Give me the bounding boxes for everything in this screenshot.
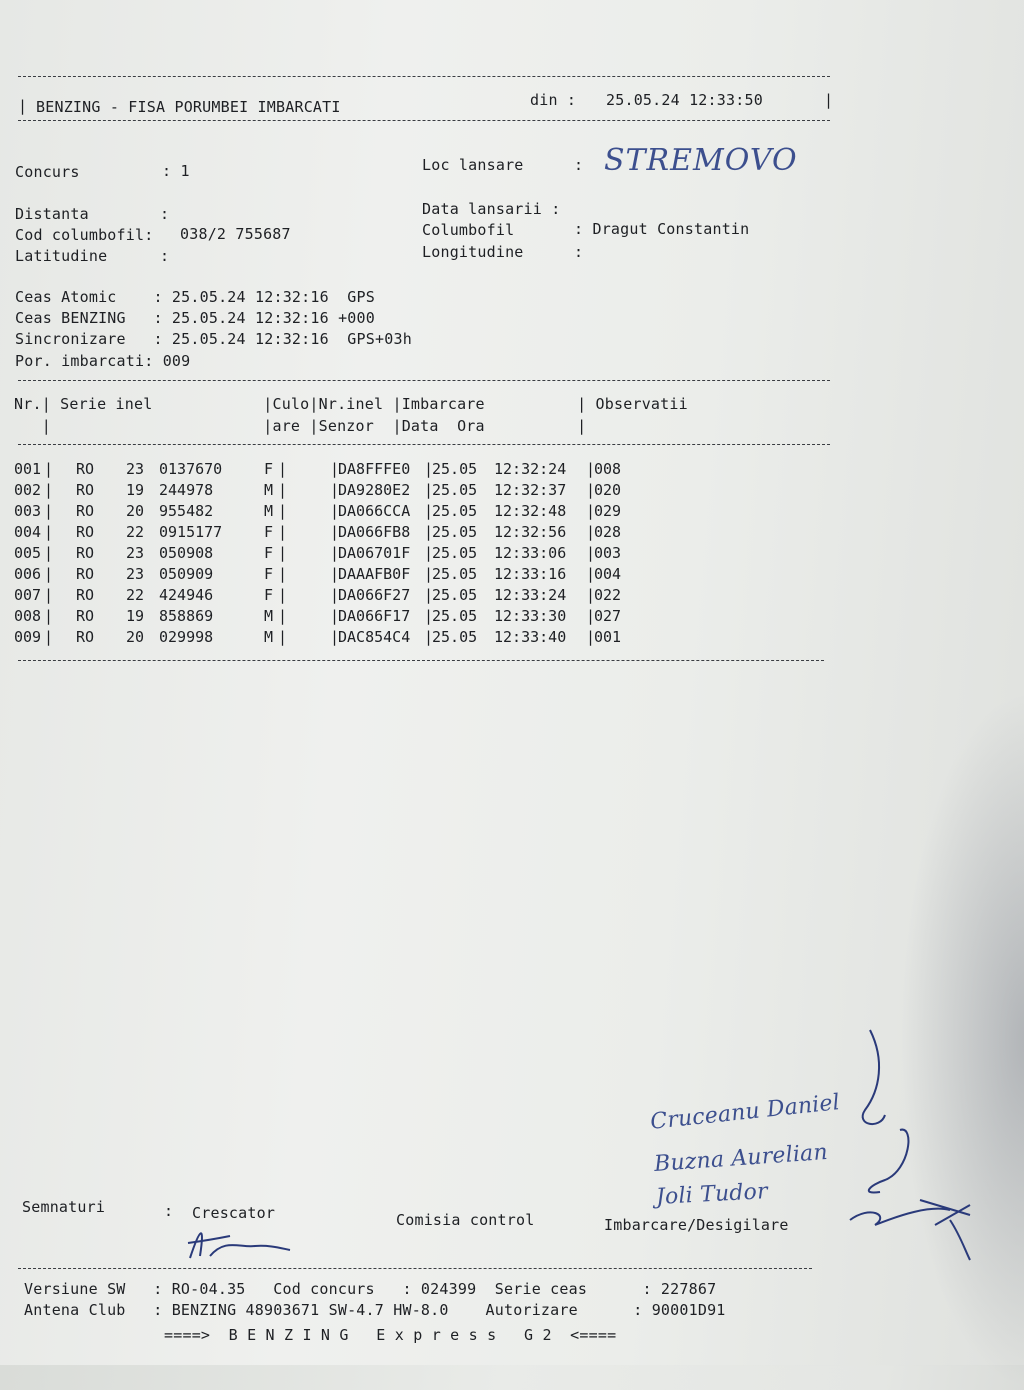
cell-separator: | bbox=[44, 565, 54, 583]
cell-country: RO bbox=[76, 628, 95, 646]
cell-separator: | bbox=[424, 586, 434, 604]
distanta-value: : bbox=[160, 205, 170, 223]
cell-time: 12:33:30 bbox=[494, 607, 567, 625]
cell-separator: | bbox=[586, 586, 596, 604]
cell-separator: | bbox=[586, 502, 596, 520]
cell-separator: | bbox=[424, 628, 434, 646]
cell-ring: 050908 bbox=[159, 544, 214, 562]
cell-date: 25.05 bbox=[432, 460, 478, 478]
date-label: din : bbox=[530, 91, 577, 109]
cell-obs: 027 bbox=[594, 607, 622, 625]
cell-separator: | bbox=[586, 628, 596, 646]
cell-sensor: DA9280E2 bbox=[338, 481, 411, 499]
cell-ring: 244978 bbox=[159, 481, 214, 499]
cell-country: RO bbox=[76, 607, 95, 625]
cell-separator: | bbox=[424, 502, 434, 520]
cell-country: RO bbox=[76, 544, 95, 562]
cell-date: 25.05 bbox=[432, 607, 478, 625]
columbofil-label: Columbofil bbox=[422, 221, 515, 239]
cell-year: 19 bbox=[126, 607, 145, 625]
cell-separator: | bbox=[278, 523, 288, 541]
cell-separator: | bbox=[44, 544, 54, 562]
cell-nr: 006 bbox=[14, 565, 42, 583]
cell-separator: | bbox=[278, 460, 288, 478]
cell-separator: | bbox=[424, 607, 434, 625]
cell-separator: | bbox=[424, 481, 434, 499]
divider-header bbox=[18, 120, 830, 121]
cell-separator: | bbox=[330, 586, 340, 604]
cell-date: 25.05 bbox=[432, 523, 478, 541]
cell-separator: | bbox=[278, 544, 288, 562]
cell-ring: 0915177 bbox=[159, 523, 223, 541]
benzing-express-banner: ====> B E N Z I N G E x p r e s s G 2 <==== bbox=[164, 1326, 617, 1344]
handwritten-name-3: Joli Tudor bbox=[655, 1179, 769, 1210]
columbofil-value: : Dragut Constantin bbox=[574, 220, 750, 238]
semnaturi-colon: : bbox=[164, 1202, 174, 1220]
cell-separator: | bbox=[278, 607, 288, 625]
cell-country: RO bbox=[76, 523, 95, 541]
cell-obs: 008 bbox=[594, 460, 622, 478]
cell-nr: 008 bbox=[14, 607, 42, 625]
longitudine-value: : bbox=[574, 243, 584, 261]
cell-separator: | bbox=[44, 460, 54, 478]
cell-obs: 029 bbox=[594, 502, 622, 520]
cell-obs: 022 bbox=[594, 586, 622, 604]
cell-time: 12:32:56 bbox=[494, 523, 567, 541]
cell-year: 23 bbox=[126, 544, 145, 562]
cell-sensor: DAAAFB0F bbox=[338, 565, 411, 583]
cell-sex: F bbox=[264, 586, 274, 604]
versiune-line: Versiune SW : RO-04.35 Cod concurs : 024399 Serie ceas : 227867 bbox=[24, 1280, 717, 1298]
cell-separator: | bbox=[586, 523, 596, 541]
cell-date: 25.05 bbox=[432, 502, 478, 520]
cell-year: 19 bbox=[126, 481, 145, 499]
cell-date: 25.05 bbox=[432, 628, 478, 646]
cell-separator: | bbox=[330, 607, 340, 625]
latitudine-label: Latitudine bbox=[15, 247, 108, 265]
cell-separator: | bbox=[44, 502, 54, 520]
semnaturi-label: Semnaturi bbox=[22, 1198, 106, 1216]
cell-obs: 004 bbox=[594, 565, 622, 583]
table-header-line2: | |are |Senzor |Data Ora | bbox=[14, 417, 587, 435]
antena-club-line: Antena Club : BENZING 48903671 SW-4.7 HW-8.0 Autorizare : 90001D91 bbox=[24, 1301, 726, 1319]
cell-time: 12:32:37 bbox=[494, 481, 567, 499]
cell-separator: | bbox=[586, 481, 596, 499]
crescator-signature bbox=[180, 1218, 300, 1268]
porumbei-imbarcati: Por. imbarcati: 009 bbox=[15, 352, 191, 370]
header-bar-left: | bbox=[18, 97, 28, 115]
handwritten-name-1: Cruceanu Daniel bbox=[649, 1090, 842, 1135]
cell-sex: M bbox=[264, 607, 274, 625]
cell-date: 25.05 bbox=[432, 481, 478, 499]
cell-sex: M bbox=[264, 502, 274, 520]
cell-sex: M bbox=[264, 628, 274, 646]
cell-sensor: DA066FB8 bbox=[338, 523, 411, 541]
ceas-atomic: Ceas Atomic : 25.05.24 12:32:16 GPS bbox=[15, 288, 375, 306]
cell-separator: | bbox=[278, 502, 288, 520]
cell-time: 12:33:16 bbox=[494, 565, 567, 583]
cell-nr: 007 bbox=[14, 586, 42, 604]
loc-lansare-handwritten: STREMOVO bbox=[604, 143, 798, 178]
cell-sensor: DA066CCA bbox=[338, 502, 411, 520]
cell-separator: | bbox=[586, 565, 596, 583]
distanta-label: Distanta bbox=[15, 205, 89, 223]
cod-columbofil-value: 038/2 755687 bbox=[180, 225, 291, 243]
latitudine-value: : bbox=[160, 247, 170, 265]
longitudine-label: Longitudine bbox=[422, 243, 524, 261]
cell-ring: 029998 bbox=[159, 628, 214, 646]
cell-ring: 955482 bbox=[159, 502, 214, 520]
sincronizare: Sincronizare : 25.05.24 12:32:16 GPS+03h bbox=[15, 330, 412, 348]
header-bar-right: | bbox=[824, 91, 834, 109]
cell-separator: | bbox=[44, 523, 54, 541]
cell-sex: F bbox=[264, 544, 274, 562]
cell-year: 23 bbox=[126, 565, 145, 583]
cell-separator: | bbox=[424, 523, 434, 541]
cell-sensor: DA066F17 bbox=[338, 607, 411, 625]
cell-nr: 002 bbox=[14, 481, 42, 499]
imbarcare-desigilare-label: Imbarcare/Desigilare bbox=[604, 1216, 789, 1234]
table-header-line1: Nr.| Serie inel |Culo|Nr.inel |Imbarcare | Observatii bbox=[14, 395, 688, 413]
cell-ring: 0137670 bbox=[159, 460, 223, 478]
cell-sex: M bbox=[264, 481, 274, 499]
cell-separator: | bbox=[330, 628, 340, 646]
cell-sensor: DA8FFFE0 bbox=[338, 460, 411, 478]
cell-year: 23 bbox=[126, 460, 145, 478]
cell-date: 25.05 bbox=[432, 586, 478, 604]
cell-country: RO bbox=[76, 502, 95, 520]
cell-country: RO bbox=[76, 460, 95, 478]
handwritten-name-2: Buzna Aurelian bbox=[653, 1139, 829, 1178]
ceas-benzing: Ceas BENZING : 25.05.24 12:32:16 +000 bbox=[15, 309, 375, 327]
cell-separator: | bbox=[586, 460, 596, 478]
cell-time: 12:33:40 bbox=[494, 628, 567, 646]
cell-separator: | bbox=[44, 607, 54, 625]
cell-separator: | bbox=[44, 628, 54, 646]
cell-separator: | bbox=[586, 544, 596, 562]
concurs-value: : 1 bbox=[162, 162, 190, 180]
cell-year: 22 bbox=[126, 523, 145, 541]
cell-separator: | bbox=[424, 565, 434, 583]
cell-ring: 424946 bbox=[159, 586, 214, 604]
cell-obs: 001 bbox=[594, 628, 622, 646]
cell-separator: | bbox=[330, 544, 340, 562]
cell-separator: | bbox=[330, 502, 340, 520]
cell-time: 12:33:24 bbox=[494, 586, 567, 604]
cell-date: 25.05 bbox=[432, 544, 478, 562]
loc-lansare-label: Loc lansare bbox=[422, 156, 524, 174]
loc-lansare-colon: : bbox=[574, 156, 584, 174]
page-title: BENZING - FISA PORUMBEI IMBARCATI bbox=[36, 98, 341, 116]
cell-sensor: DAC854C4 bbox=[338, 628, 411, 646]
cod-columbofil-label: Cod columbofil: bbox=[15, 226, 154, 244]
cell-nr: 004 bbox=[14, 523, 42, 541]
cell-time: 12:32:48 bbox=[494, 502, 567, 520]
cell-ring: 050909 bbox=[159, 565, 214, 583]
cell-sex: F bbox=[264, 460, 274, 478]
cell-sensor: DA066F27 bbox=[338, 586, 411, 604]
cell-separator: | bbox=[330, 523, 340, 541]
cell-sex: F bbox=[264, 565, 274, 583]
cell-country: RO bbox=[76, 565, 95, 583]
cell-separator: | bbox=[330, 460, 340, 478]
cell-time: 12:32:24 bbox=[494, 460, 567, 478]
cell-separator: | bbox=[330, 565, 340, 583]
cell-country: RO bbox=[76, 481, 95, 499]
cell-sex: F bbox=[264, 523, 274, 541]
print-datetime: 25.05.24 12:33:50 bbox=[606, 91, 763, 109]
cell-nr: 001 bbox=[14, 460, 42, 478]
cell-separator: | bbox=[278, 586, 288, 604]
cell-nr: 003 bbox=[14, 502, 42, 520]
commission-signatures-scribble bbox=[840, 1020, 980, 1270]
cell-nr: 009 bbox=[14, 628, 42, 646]
cell-nr: 005 bbox=[14, 544, 42, 562]
cell-separator: | bbox=[330, 481, 340, 499]
cell-year: 22 bbox=[126, 586, 145, 604]
cell-separator: | bbox=[278, 565, 288, 583]
cell-separator: | bbox=[44, 586, 54, 604]
cell-sensor: DA06701F bbox=[338, 544, 411, 562]
cell-obs: 020 bbox=[594, 481, 622, 499]
cell-separator: | bbox=[424, 460, 434, 478]
cell-separator: | bbox=[278, 628, 288, 646]
cell-date: 25.05 bbox=[432, 565, 478, 583]
cell-year: 20 bbox=[126, 502, 145, 520]
cell-obs: 028 bbox=[594, 523, 622, 541]
crescator-label: Crescator bbox=[192, 1204, 276, 1222]
cell-separator: | bbox=[278, 481, 288, 499]
cell-year: 20 bbox=[126, 628, 145, 646]
cell-separator: | bbox=[44, 481, 54, 499]
comisia-control-label: Comisia control bbox=[396, 1211, 535, 1229]
concurs-label: Concurs bbox=[15, 163, 80, 181]
cell-separator: | bbox=[424, 544, 434, 562]
cell-country: RO bbox=[76, 586, 95, 604]
divider-table-top bbox=[18, 380, 830, 381]
data-lansarii-label: Data lansarii : bbox=[422, 200, 561, 218]
cell-ring: 858869 bbox=[159, 607, 214, 625]
divider-table-bottom bbox=[18, 660, 824, 661]
divider-footer bbox=[18, 1268, 812, 1269]
cell-time: 12:33:06 bbox=[494, 544, 567, 562]
cell-separator: | bbox=[586, 607, 596, 625]
divider-table-header bbox=[18, 444, 830, 445]
divider-top bbox=[18, 76, 830, 77]
cell-obs: 003 bbox=[594, 544, 622, 562]
